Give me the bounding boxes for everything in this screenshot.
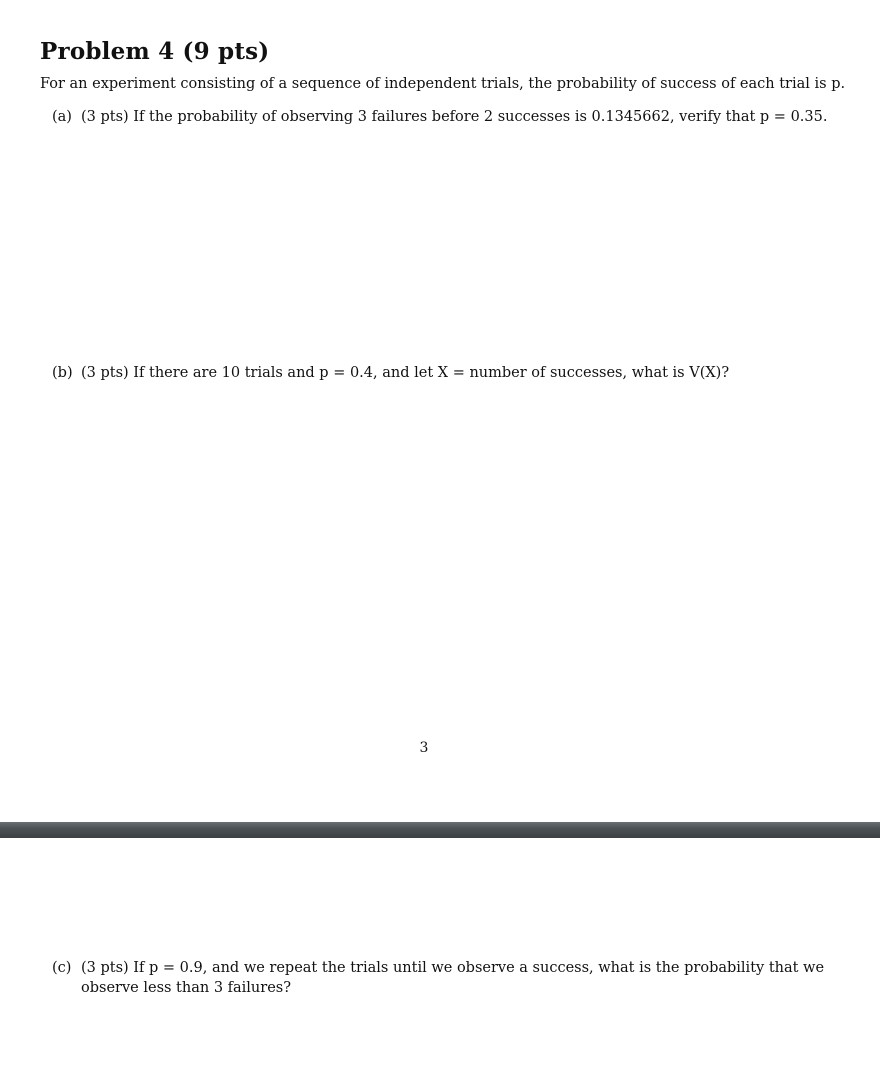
part-b-text: (3 pts) If there are 10 trials and p = 0.4, and let X = number of successes, what is V(X)?: [81, 365, 730, 381]
problem-intro: For an experiment consisting of a sequence of independent trials, the probability of success of each trial is p.: [40, 76, 846, 92]
part-c-text-line1: (3 pts) If p = 0.9, and we repeat the trials until we observe a success, what is the probability that we: [81, 960, 825, 976]
part-b-label: (b): [52, 365, 73, 381]
page-number: 3: [419, 740, 429, 756]
part-c-label: (c): [52, 960, 72, 976]
part-b: [52, 365, 729, 381]
part-c: [52, 960, 824, 976]
problem-title: Problem 4 (9 pts): [40, 38, 270, 65]
page-separator: [0, 822, 880, 838]
part-a-label: (a): [52, 109, 72, 125]
part-a-text: (3 pts) If the probability of observing 3 failures before 2 successes is 0.1345662, verify that p = 0.35.: [81, 109, 828, 125]
part-c-text-line2: observe less than 3 failures?: [81, 980, 292, 996]
part-a: [52, 109, 827, 125]
